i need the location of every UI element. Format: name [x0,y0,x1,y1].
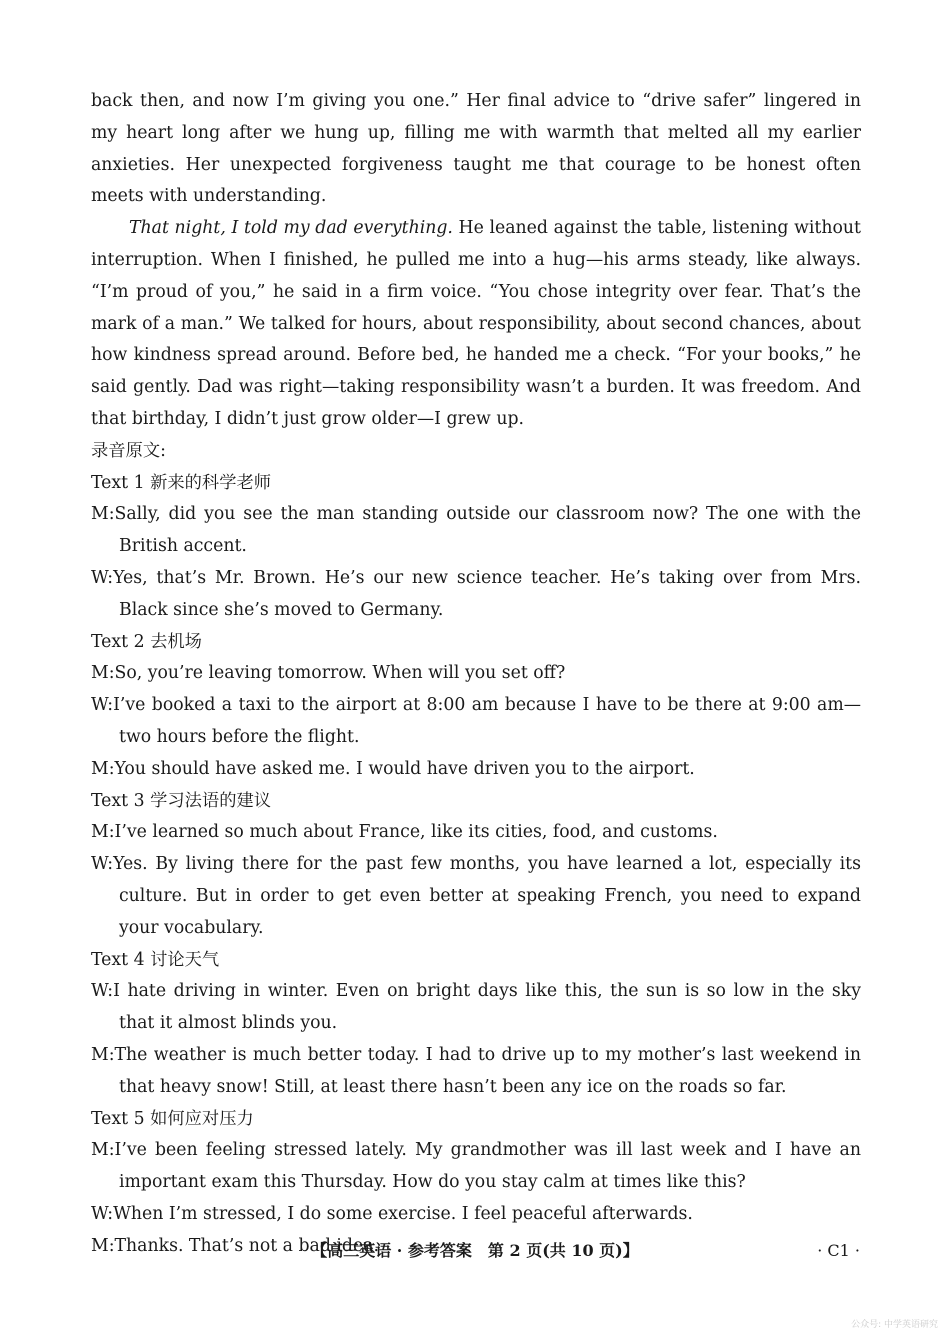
transcript-text-4 [91,945,861,1104]
dialogue-line: M:I’ve learned so much about France, like its cities, food, and customs. [91,822,718,843]
dialogue-line: M:You should have asked me. I would have driven you to the airport. [91,758,695,779]
text-title: Text 4 讨论天气 [91,949,220,970]
transcript-text-3 [91,786,861,945]
text-title: Text 5 如何应对压力 [91,1108,254,1129]
story-paragraph-1: back then, and now I’m giving you one.” Her final advice to “drive safer” lingered in my heart long after we hung up, filling me with warmth that melted all my earlier anxieties. Her unexpected forgiveness taught me that courage to be honest often meets with understanding. [91,91,861,207]
dialogue-line: W:Yes. By living there for the past few months, you have learned a lot, especially its culture. But in order to get even better at speaking French, you need to expand your vocabulary. [91,854,861,938]
watermark: 公众号: 中学英语研究 [851,1320,938,1330]
story-paragraph-2 [91,213,861,436]
dialogue-line: W:Yes, that’s Mr. Brown. He’s our new science teacher. He’s taking over from Mrs. Black since she’s moved to Germany. [91,567,861,620]
text-title: Text 3 学习法语的建议 [91,790,272,811]
dialogue-line: M:I’ve been feeling stressed lately. My grandmother was ill last week and I have an important exam this Thursday. How do you stay calm at times like this? [91,1140,861,1193]
dialogue-line: W:When I’m stressed, I do some exercise. I feel peaceful afterwards. [91,1203,693,1224]
text-title: Text 1 新来的科学老师 [91,472,272,493]
story-paragraph-2-body: He leaned against the table, listening without interruption. When I finished, he pulled me into a hug—his arms steady, like always. “I’m proud of you,” he said in a firm voice. “You chose integrity over fear. That’s the mark of a man.” We talked for hours, about responsibility, about second chances, about how kindness spread around. Before bed, he handed me a check. “For your books,” he said gently. Dad was right—taking responsibility wasn’t a burden. It was freedom. And that birthday, I didn’t just grow older—I grew up. [91,218,861,429]
document-body [91,86,861,1262]
transcript-heading: 录音原文: [91,440,166,461]
dialogue-line: M:Thanks. That’s not a bad idea. [91,1235,379,1256]
transcript-text-2 [91,627,861,786]
dialogue-line: M:So, you’re leaving tomorrow. When will you set off? [91,663,566,684]
page-footer [0,1237,950,1265]
text-title: Text 2 去机场 [91,631,202,652]
story-paragraph-2-lead: That night, I told my dad everything. [129,218,453,239]
dialogue-line: W:I’ve booked a taxi to the airport at 8:00 am because I have to be there at 9:00 am—two hours before the flight. [91,695,861,747]
dialogue-line: M:The weather is much better today. I had to drive up to my mother’s last weekend in that heavy snow! Still, at least there hasn’t been any ice on the roads so far. [91,1044,861,1097]
transcript-text-1 [91,468,861,627]
footer-version-code: · C1 · [817,1241,860,1260]
dialogue-line: M:Sally, did you see the man standing outside our classroom now? The one with the British accent. [91,504,861,557]
dialogue-line: W:I hate driving in winter. Even on bright days like this, the sun is so low in the sky that it almost blinds you. [91,981,861,1034]
footer-page-info: 【高三英语 · 参考答案 第 2 页(共 10 页)】 [311,1241,639,1260]
